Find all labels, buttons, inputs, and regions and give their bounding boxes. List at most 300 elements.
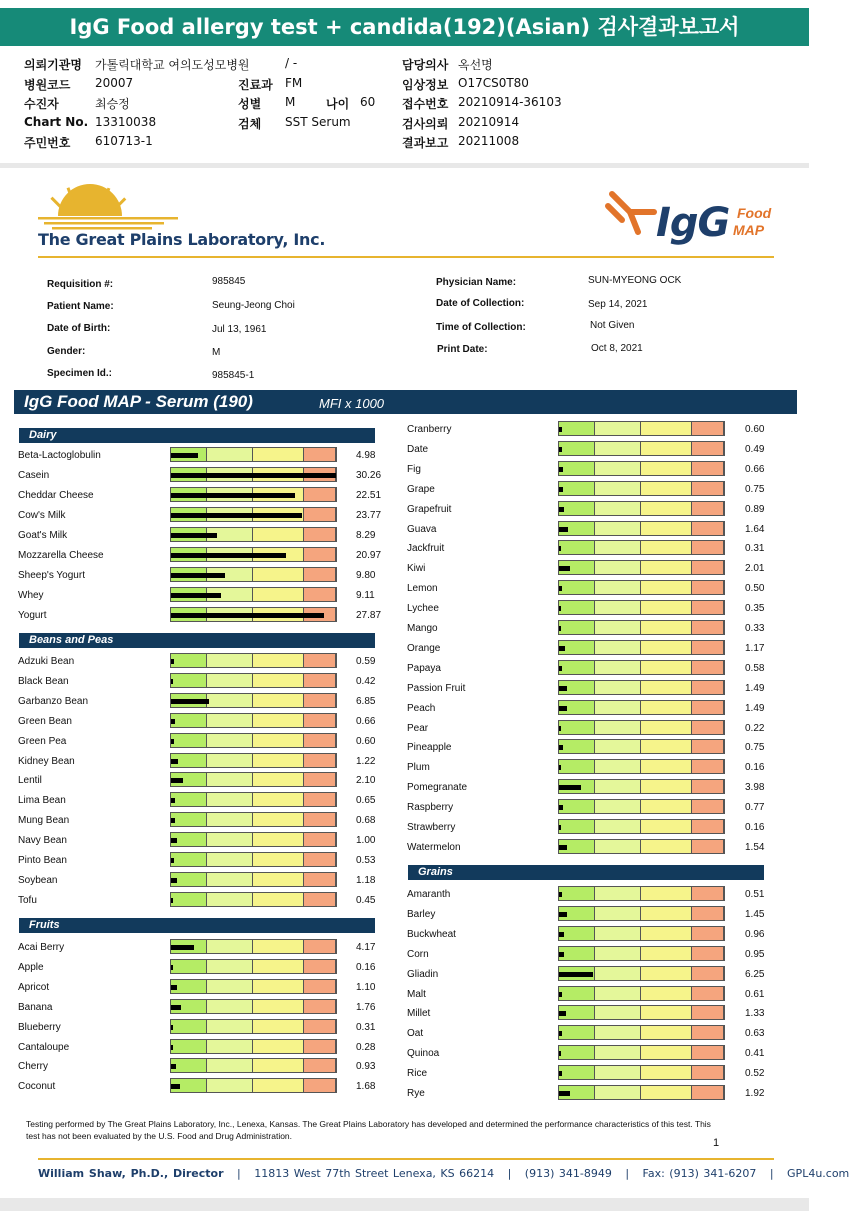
result-bar xyxy=(170,999,337,1014)
bar-zone xyxy=(641,887,692,900)
food-name: Adzuki Bean xyxy=(18,656,75,667)
bar-zone xyxy=(692,820,724,833)
bar-zone xyxy=(253,714,304,727)
collection-date-label: Date of Collection: xyxy=(436,298,525,309)
result-bar xyxy=(170,1039,337,1054)
bar-zone xyxy=(207,960,253,973)
food-name: Peach xyxy=(407,702,436,714)
result-row xyxy=(407,501,785,521)
korean-value: 최승정 xyxy=(95,97,130,111)
food-name: Casein xyxy=(18,470,50,481)
result-bar xyxy=(558,986,725,1001)
food-name: Lychee xyxy=(407,603,439,615)
bar-zone xyxy=(595,482,641,495)
food-name: Gliadin xyxy=(407,968,439,980)
bar-zone xyxy=(595,740,641,753)
bar-zone xyxy=(253,1000,304,1013)
result-row xyxy=(18,653,396,673)
bar-zone xyxy=(595,502,641,515)
korean-header-row xyxy=(24,134,804,152)
bar-zone xyxy=(253,1079,304,1092)
physician-value: SUN-MYEONG OCK xyxy=(588,275,682,286)
food-name: Raspberry xyxy=(407,802,454,814)
result-bar-fill xyxy=(171,778,183,783)
korean-label: 결과보고 xyxy=(402,136,449,150)
bar-zone xyxy=(692,541,724,554)
bar-zone xyxy=(253,1020,304,1033)
bar-zone xyxy=(304,873,336,886)
collection-date-value: Sep 14, 2021 xyxy=(588,299,648,310)
bar-zone xyxy=(559,422,595,435)
result-row xyxy=(18,1039,396,1059)
result-row xyxy=(407,441,785,461)
bar-zone xyxy=(692,840,724,853)
bar-zone xyxy=(207,1079,253,1092)
result-value: 1.10 xyxy=(356,981,376,993)
bar-zone xyxy=(595,987,641,1000)
result-bar xyxy=(170,772,337,787)
bar-zone xyxy=(171,793,207,806)
result-bar xyxy=(558,926,725,941)
food-name: Rice xyxy=(407,1068,428,1080)
result-bar-fill xyxy=(559,845,567,850)
bar-zone xyxy=(304,960,336,973)
result-value: 0.61 xyxy=(745,988,765,1000)
result-bar-fill xyxy=(559,686,567,691)
bar-zone xyxy=(641,721,692,734)
food-name: Mango xyxy=(407,623,438,634)
bar-zone xyxy=(595,681,641,694)
food-name: Lentil xyxy=(18,775,42,787)
bar-zone xyxy=(559,820,595,833)
bar-zone xyxy=(207,980,253,993)
korean-header-row xyxy=(24,95,804,113)
bar-zone xyxy=(641,1066,692,1079)
specimen-value: 985845-1 xyxy=(212,370,255,381)
result-value: 6.25 xyxy=(745,968,765,980)
result-value: 1.49 xyxy=(745,682,765,694)
result-bar-fill xyxy=(559,1031,562,1036)
result-bar-fill xyxy=(559,566,570,571)
result-value: 1.33 xyxy=(745,1008,765,1020)
result-bar xyxy=(170,567,337,582)
bar-zone xyxy=(559,721,595,734)
korean-value: / - xyxy=(285,56,298,70)
dob-value: Jul 13, 1961 xyxy=(212,324,267,335)
result-bar xyxy=(170,467,337,482)
result-row xyxy=(407,580,785,600)
result-bar-fill xyxy=(171,945,194,950)
food-name: Black Bean xyxy=(18,675,69,687)
bar-zone xyxy=(641,522,692,535)
korean-label: 진료과 xyxy=(238,78,273,92)
korean-label: 임상정보 xyxy=(402,78,449,92)
bar-zone xyxy=(595,887,641,900)
result-bar-fill xyxy=(559,1071,562,1076)
bar-zone xyxy=(171,960,207,973)
print-date-value: Oct 8, 2021 xyxy=(591,343,643,354)
result-bar xyxy=(170,959,337,974)
bar-zone xyxy=(595,1006,641,1019)
bar-zone xyxy=(207,893,253,906)
physician-label: Physician Name: xyxy=(436,277,517,288)
bar-zone xyxy=(304,1040,336,1053)
result-bar xyxy=(558,720,725,735)
food-name: Cranberry xyxy=(407,424,452,435)
food-name: Pineapple xyxy=(407,742,452,754)
korean-value: SST Serum xyxy=(285,115,351,129)
result-value: 2.10 xyxy=(356,775,376,787)
korean-value: 20210914 xyxy=(458,115,520,129)
result-row xyxy=(18,892,396,912)
food-name: Kiwi xyxy=(407,563,426,575)
result-value: 0.68 xyxy=(356,815,376,827)
bar-zone xyxy=(692,641,724,654)
result-bar xyxy=(170,693,337,708)
korean-value: 20211008 xyxy=(458,134,520,148)
result-bar xyxy=(558,501,725,516)
result-row xyxy=(18,607,396,627)
result-row xyxy=(18,979,396,999)
bar-zone xyxy=(304,694,336,707)
result-row xyxy=(407,560,785,580)
food-name: Grapefruit xyxy=(407,503,452,515)
result-row xyxy=(18,812,396,832)
patient-name-value: Seung-Jeong Choi xyxy=(212,300,295,311)
bar-zone xyxy=(692,760,724,773)
result-value: 22.51 xyxy=(356,490,382,501)
result-value: 8.29 xyxy=(356,530,376,541)
bar-zone xyxy=(559,927,595,940)
korean-header-row xyxy=(24,56,804,74)
bar-zone xyxy=(692,482,724,495)
result-bar xyxy=(558,521,725,536)
result-row xyxy=(407,1025,785,1045)
result-bar-fill xyxy=(559,992,562,997)
bar-zone xyxy=(253,813,304,826)
bar-zone xyxy=(641,422,692,435)
bar-zone xyxy=(641,1046,692,1059)
bar-zone xyxy=(641,1006,692,1019)
food-name: Yogurt xyxy=(18,610,47,621)
bar-zone xyxy=(595,462,641,475)
result-row xyxy=(18,1019,396,1039)
result-bar xyxy=(170,979,337,994)
result-bar-fill xyxy=(171,739,174,744)
food-name: Amaranth xyxy=(407,889,451,900)
bar-zone xyxy=(641,780,692,793)
bar-zone xyxy=(641,740,692,753)
result-value: 20.97 xyxy=(356,550,382,561)
bar-zone xyxy=(253,793,304,806)
bar-zone xyxy=(207,773,253,786)
bar-zone xyxy=(559,621,595,634)
result-value: 23.77 xyxy=(356,510,382,521)
result-value: 0.35 xyxy=(745,603,765,615)
result-row xyxy=(407,839,785,859)
result-bar xyxy=(558,779,725,794)
result-bar-fill xyxy=(559,586,562,591)
result-bar-fill xyxy=(559,447,562,452)
bar-zone xyxy=(692,907,724,920)
korean-label: 성별 xyxy=(238,97,262,111)
footer-phone: (913) 341-8949 xyxy=(524,1167,612,1180)
result-value: 0.95 xyxy=(745,948,765,960)
result-bar xyxy=(170,607,337,622)
result-value: 0.52 xyxy=(745,1068,765,1080)
result-row xyxy=(407,481,785,501)
result-bar xyxy=(170,733,337,748)
food-name: Jackfruit xyxy=(407,543,445,555)
bar-zone xyxy=(559,987,595,1000)
result-bar-fill xyxy=(559,726,561,731)
bar-zone xyxy=(641,1086,692,1099)
korean-value: 13310038 xyxy=(95,115,157,129)
bar-zone xyxy=(641,661,692,674)
bar-zone xyxy=(595,1066,641,1079)
bar-zone xyxy=(559,541,595,554)
food-name: Watermelon xyxy=(407,841,461,853)
korean-label: 나이 xyxy=(326,97,350,111)
result-bar-fill xyxy=(171,985,177,990)
bar-zone xyxy=(595,967,641,980)
food-name: Mozzarella Cheese xyxy=(18,550,104,561)
bar-zone xyxy=(595,661,641,674)
bar-zone xyxy=(692,502,724,515)
result-bar-fill xyxy=(171,573,225,578)
result-value: 0.16 xyxy=(745,762,765,774)
result-value: 1.45 xyxy=(745,908,765,920)
result-row xyxy=(407,700,785,720)
bar-zone xyxy=(641,800,692,813)
report-title: IgG Food allergy test + candida(192)(Asian) 검사결과보고서 xyxy=(0,8,809,46)
result-bar-fill xyxy=(171,838,177,843)
footer-address: 11813 West 77th Street Lenexa, KS 66214 xyxy=(254,1167,495,1180)
result-value: 4.98 xyxy=(356,450,376,461)
bar-zone xyxy=(692,1026,724,1039)
specimen-label: Specimen Id.: xyxy=(47,368,113,379)
food-name: Pear xyxy=(407,722,429,734)
bar-zone xyxy=(595,442,641,455)
bar-zone xyxy=(304,528,336,541)
food-name: Plum xyxy=(407,762,430,774)
food-name: Pomegranate xyxy=(407,782,468,794)
result-row xyxy=(18,1058,396,1078)
result-bar xyxy=(170,587,337,602)
korean-value: 60 xyxy=(360,95,376,109)
korean-header-row xyxy=(24,115,804,133)
bar-zone xyxy=(171,1040,207,1053)
result-value: 0.45 xyxy=(356,894,376,906)
bar-zone xyxy=(692,1006,724,1019)
result-bar xyxy=(558,700,725,715)
result-row xyxy=(407,819,785,839)
result-bar xyxy=(558,461,725,476)
food-map-units: MFI x 1000 xyxy=(319,396,385,411)
food-name: Cheddar Cheese xyxy=(18,490,94,501)
bar-zone xyxy=(207,714,253,727)
food-name: Cow's Milk xyxy=(18,510,66,521)
bar-zone xyxy=(304,674,336,687)
footer-website[interactable]: GPL4u.com xyxy=(787,1167,849,1180)
bar-zone xyxy=(253,568,304,581)
bar-zone xyxy=(207,1040,253,1053)
food-name: Oat xyxy=(407,1028,424,1040)
korean-value: FM xyxy=(285,76,303,90)
food-name: Garbanzo Bean xyxy=(18,695,89,707)
bar-zone xyxy=(641,927,692,940)
food-name: Orange xyxy=(407,642,441,654)
result-bar xyxy=(170,753,337,768)
result-bar-fill xyxy=(559,972,593,977)
result-row xyxy=(407,906,785,926)
bar-zone xyxy=(595,701,641,714)
result-value: 1.76 xyxy=(356,1001,376,1013)
result-bar xyxy=(170,527,337,542)
korean-value: 20007 xyxy=(95,76,134,90)
bar-zone xyxy=(304,940,336,953)
korean-value: 20210914-36103 xyxy=(458,95,562,109)
result-value: 1.68 xyxy=(356,1081,376,1093)
result-row xyxy=(18,713,396,733)
food-name: Goat's Milk xyxy=(18,530,68,541)
result-value: 0.22 xyxy=(745,722,765,734)
bar-zone xyxy=(207,654,253,667)
igg-logo-food: Food xyxy=(737,205,772,221)
footer: William Shaw, Ph.D., Director | 11813 West 77th Street Lenexa, KS 66214 | (913) 341-8949 | Fax: (913) 341-6207 | GPL4u.com xyxy=(38,1167,849,1180)
korean-value: 옥선명 xyxy=(458,58,493,72)
result-value: 0.96 xyxy=(745,928,765,940)
bar-zone xyxy=(253,588,304,601)
result-value: 0.16 xyxy=(356,961,376,973)
bar-zone xyxy=(304,813,336,826)
bar-zone xyxy=(559,442,595,455)
result-bar xyxy=(558,640,725,655)
result-row xyxy=(407,966,785,986)
bar-zone xyxy=(692,601,724,614)
bar-zone xyxy=(253,1059,304,1072)
bar-zone xyxy=(692,701,724,714)
food-name: Guava xyxy=(407,523,437,535)
result-row xyxy=(18,673,396,693)
result-bar-fill xyxy=(559,745,563,750)
bar-zone xyxy=(207,873,253,886)
result-row xyxy=(407,461,785,481)
result-value: 0.58 xyxy=(745,662,765,674)
result-bar xyxy=(558,819,725,834)
bar-zone xyxy=(641,907,692,920)
bar-zone xyxy=(253,773,304,786)
result-value: 0.41 xyxy=(745,1048,765,1060)
lab-name: The Great Plains Laboratory, Inc. xyxy=(38,230,326,249)
bar-zone xyxy=(692,1086,724,1099)
result-bar-fill xyxy=(171,659,174,664)
bar-zone xyxy=(641,581,692,594)
footnote: Testing performed by The Great Plains Laboratory, Inc., Lenexa, Kansas. The Great Plains Laboratory has developed and determined the performance characteristics of this test. This test has not been evaluated by the U.S. Food and Drug Administration. xyxy=(26,1119,711,1141)
result-bar-fill xyxy=(171,898,173,903)
bar-zone xyxy=(559,887,595,900)
bar-zone xyxy=(692,561,724,574)
korean-value: 610713-1 xyxy=(95,134,153,148)
bar-zone xyxy=(207,853,253,866)
bar-zone xyxy=(595,820,641,833)
bar-zone xyxy=(641,541,692,554)
bar-zone xyxy=(304,448,336,461)
result-value: 0.65 xyxy=(356,795,376,807)
result-bar-fill xyxy=(559,1051,561,1056)
result-row xyxy=(18,832,396,852)
requisition-label: Requisition #: xyxy=(47,279,114,290)
result-row xyxy=(407,946,785,966)
result-bar-fill xyxy=(559,785,581,790)
result-row xyxy=(18,792,396,812)
result-bar xyxy=(170,1019,337,1034)
bar-zone xyxy=(304,568,336,581)
result-bar-fill xyxy=(171,965,173,970)
result-row xyxy=(407,1005,785,1025)
bar-zone xyxy=(171,654,207,667)
result-bar-fill xyxy=(559,507,564,512)
result-bar xyxy=(558,1005,725,1020)
bar-zone xyxy=(253,833,304,846)
result-bar xyxy=(558,540,725,555)
bar-zone xyxy=(207,793,253,806)
result-bar-fill xyxy=(559,805,563,810)
bar-zone xyxy=(304,773,336,786)
result-bar xyxy=(558,680,725,695)
page-separator xyxy=(0,163,809,168)
requisition-value: 985845 xyxy=(212,276,246,287)
bar-zone xyxy=(253,893,304,906)
bar-zone xyxy=(595,422,641,435)
result-bar xyxy=(558,966,725,981)
bar-zone xyxy=(253,1040,304,1053)
bar-zone xyxy=(171,714,207,727)
korean-label: 병원코드 xyxy=(24,78,71,92)
bar-zone xyxy=(595,1086,641,1099)
bar-zone xyxy=(207,833,253,846)
result-row xyxy=(407,799,785,819)
result-bar-fill xyxy=(559,626,561,631)
result-row xyxy=(18,507,396,527)
korean-header-row xyxy=(24,76,804,94)
bar-zone xyxy=(595,760,641,773)
result-bar xyxy=(170,547,337,562)
result-row xyxy=(18,959,396,979)
bar-zone xyxy=(692,1066,724,1079)
result-bar xyxy=(558,1085,725,1100)
result-row xyxy=(407,680,785,700)
result-value: 1.17 xyxy=(745,642,765,654)
result-bar-fill xyxy=(559,932,564,937)
bar-zone xyxy=(559,1026,595,1039)
patient-name-label: Patient Name: xyxy=(47,301,114,312)
food-name: Fig xyxy=(407,463,421,475)
bar-zone xyxy=(692,800,724,813)
bar-zone xyxy=(595,947,641,960)
bar-zone xyxy=(641,601,692,614)
result-value: 0.75 xyxy=(745,483,765,495)
bar-zone xyxy=(641,987,692,1000)
result-bar xyxy=(170,792,337,807)
bar-zone xyxy=(304,980,336,993)
food-name: Banana xyxy=(18,1001,53,1013)
food-name: Lima Bean xyxy=(18,795,66,807)
bar-zone xyxy=(641,1026,692,1039)
bar-zone xyxy=(304,548,336,561)
food-name: Quinoa xyxy=(407,1048,440,1060)
result-bar-fill xyxy=(171,513,302,518)
